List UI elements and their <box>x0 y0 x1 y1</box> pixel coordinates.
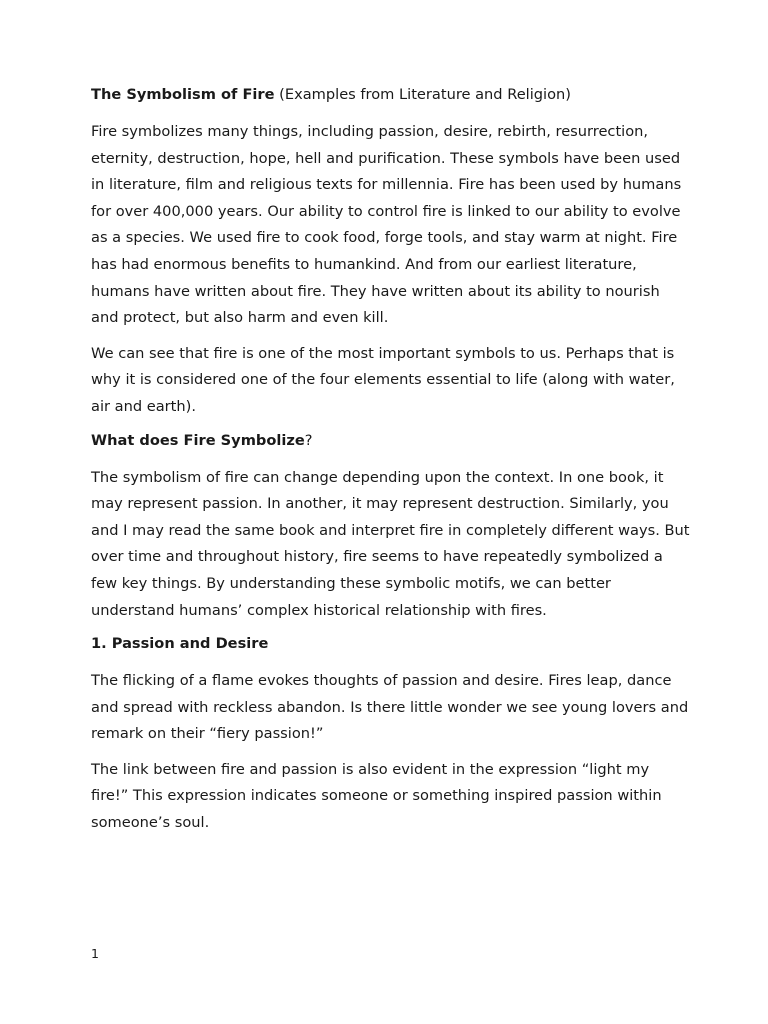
heading-what-question-mark: ? <box>304 431 313 449</box>
heading-what-text: What does Fire Symbolize <box>91 431 305 449</box>
page-number: 1 <box>91 946 99 961</box>
title-main: The Symbolism of Fire <box>91 86 275 103</box>
document-title <box>91 84 691 106</box>
intro-paragraph-1: Fire symbolizes many things, including passion, desire, rebirth, resurrection, eternity, destruction, hope, hell and purification. These symbols have been used in literature, film and religious texts for millennia. Fire has been used by humans for over 400,000 years. Our ability to control fire is linked to our ability to evolve as a species. We used fire to cook food, forge tools, and stay warm at night. Fire has had enormous benefits to humankind. And from our earliest literature, humans have written about fire. They have written about its ability to nourish and protect, but also harm and even kill. <box>91 123 682 327</box>
passion-paragraph-1: The flicking of a flame evokes thoughts of passion and desire. Fires leap, dance and spread with reckless abandon. Is there little wonder we see young lovers and remark on their “fiery passion!” <box>91 672 689 743</box>
section-heading-what <box>91 430 691 452</box>
title-subtitle: (Examples from Literature and Religion) <box>274 86 571 103</box>
what-paragraph: The symbolism of fire can change depending upon the context. In one book, it may represent passion. In another, it may represent destruction. Similarly, you and I may read the same book and interpret fire in completely different ways. But over time and throughout history, fire seems to have repeatedly symbolized a few key things. By understanding these symbolic motifs, we can better understand humans’ complex historical relationship with fires. <box>91 468 690 619</box>
section-heading-passion: 1. Passion and Desire <box>91 635 269 653</box>
intro-paragraph-2: We can see that fire is one of the most important symbols to us. Perhaps that is why it is considered one of the four elements essential to life (along with water, air and earth). <box>91 344 675 415</box>
passion-paragraph-2: The link between fire and passion is also evident in the expression “light my fire!” This expression indicates someone or something inspired passion within someone’s soul. <box>91 760 662 832</box>
document-body <box>91 84 691 846</box>
